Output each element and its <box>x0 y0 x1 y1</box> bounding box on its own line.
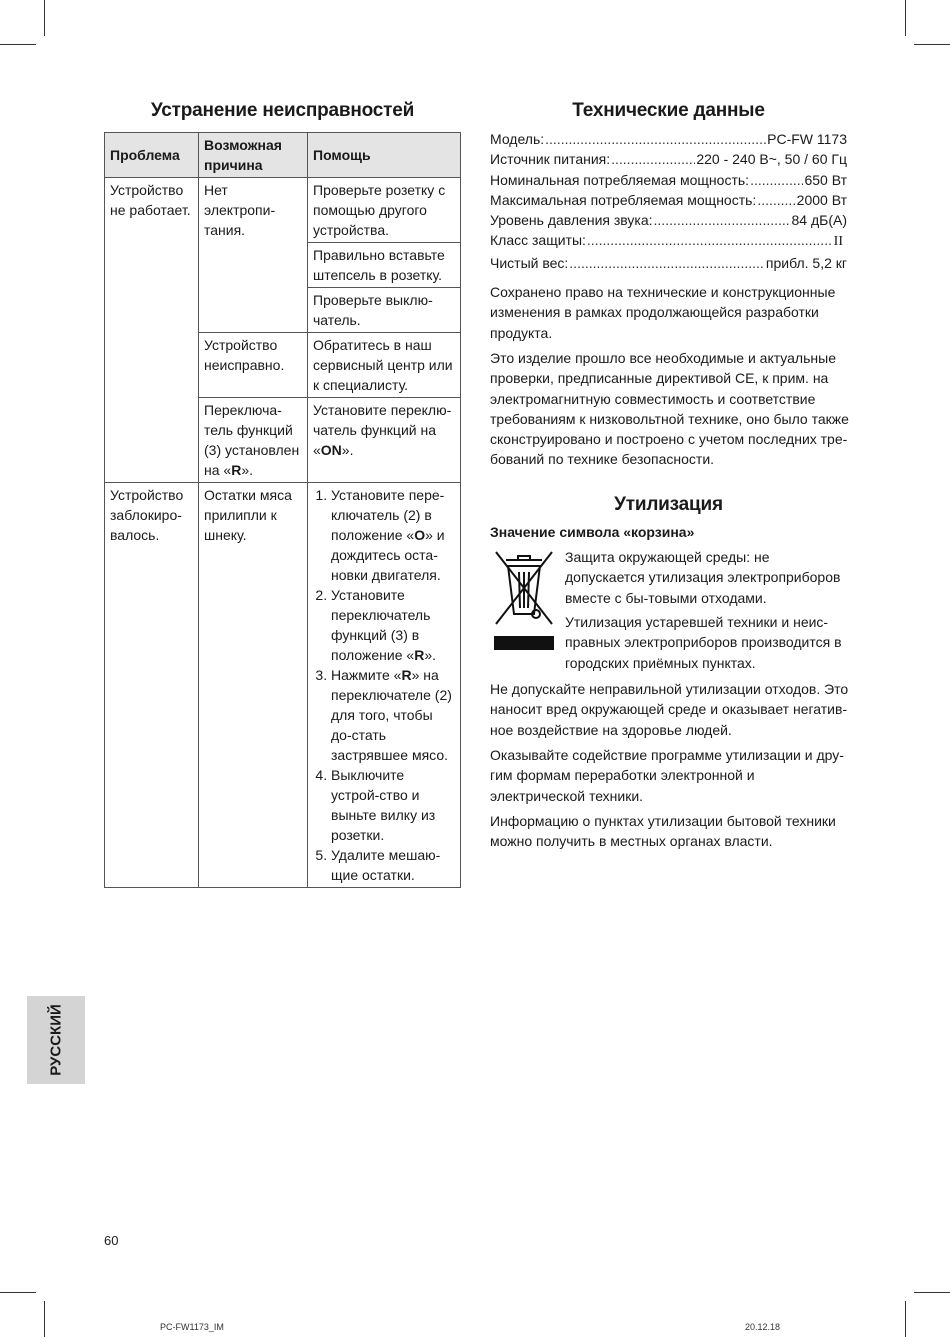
list-item: 3. Нажмите «R» на переключателе (2) для того, чтобы до-стать застрявшее мясо. <box>331 665 455 765</box>
disposal-paragraph: Защита окружающей среды: не допускается утилизация электроприборов вместе с бы-товыми отходами. <box>565 549 841 606</box>
crop-mark <box>44 0 45 36</box>
spec-list <box>490 129 847 273</box>
spec-row: Чистый вес: ..... прибл. 5,2 кг <box>490 253 847 273</box>
language-tab <box>27 996 85 1084</box>
list-item: 4. Выключите устрой-ство и выньте вилку из розетки. <box>331 765 455 845</box>
problem-cell: Устройство не работает. <box>105 178 199 483</box>
tech-title: Технические данные <box>572 100 765 121</box>
troubleshooting-table <box>104 132 461 888</box>
spec-row: Уровень давления звука: ..... 84 дБ(А) <box>490 210 847 230</box>
list-item: 1. Установите пере-ключатель (2) в положение «O» и дождитесь оста-новки двигателя. <box>331 485 455 585</box>
crop-mark <box>0 1292 36 1293</box>
help-cell <box>308 483 461 888</box>
help-cell: Обратитесь в наш сервисный центр или к специалисту. <box>308 333 461 398</box>
crop-mark <box>0 44 36 45</box>
help-cell: Проверьте розетку с помощью другого устройства. <box>308 178 461 243</box>
crop-mark <box>914 1292 950 1293</box>
spec-row: Класс защиты: ..... II <box>490 230 847 252</box>
disposal-subtitle: Значение символа «корзина» <box>490 524 695 540</box>
troubleshooting-title: Устранение неисправностей <box>150 100 415 121</box>
spec-row: Источник питания: ..... 220 - 240 В~, 50 / 60 Гц <box>490 149 847 169</box>
disposal-title: Утилизация <box>614 494 723 515</box>
disposal-paragraph: Информацию о пунктах утилизации бытовой техники можно получить в местных органах власти. <box>490 813 836 850</box>
header-problem: Проблема <box>105 133 199 178</box>
list-item: 5. Удалите мешаю-щие остатки. <box>331 845 455 885</box>
disposal-paragraph: Не допускайте неправильной утилизации отходов. Это наносит вред окружающей среде и оказывает негатив-ное воздействие на здоровье людей. <box>490 681 849 738</box>
crop-mark <box>914 44 950 45</box>
crop-mark <box>905 0 906 36</box>
footer-right: 20.12.18 <box>745 1322 781 1332</box>
tech-note: Сохранено право на технические и конструкционные изменения в рамках продолжающейся разработки продукта. <box>490 284 836 341</box>
cause-cell: Устройство неисправно. <box>199 333 308 398</box>
cause-cell: Переключа-тель функций (3) установлен на «R». <box>199 398 308 483</box>
header-help: Помощь <box>308 133 461 178</box>
crossed-out-wheelie-bin-icon <box>492 548 556 652</box>
spec-row: Максимальная потребляемая мощность: ..... 2000 Вт <box>490 190 847 210</box>
help-cell: Проверьте выклю-чатель. <box>308 288 461 333</box>
cause-cell: Остатки мяса прилипли к шнеку. <box>199 483 308 888</box>
ce-note: Это изделие прошло все необходимые и актуальные проверки, предписанные директивой CE, к прим. на электромагнитную совместимость и соответствие требованиям к низковольтной технике, оно было также сконструировано и построено с учетом последних тре-бований по технике безопасности. <box>490 350 849 468</box>
spec-row: Модель: ..... PC-FW 1173 <box>490 129 847 149</box>
list-item: 2. Установите переключатель функций (3) в положение «R». <box>331 585 455 665</box>
crop-mark <box>905 1301 906 1337</box>
disposal-paragraph: Оказывайте содействие программе утилизации и дру-гим формам переработки электронной и электрической техники. <box>490 747 844 804</box>
language-tab-label: РУССКИЙ <box>47 1004 65 1076</box>
problem-cell: Устройство заблокиро-валось. <box>105 483 199 888</box>
help-cell: Установите переклю-чатель функций на «ON». <box>308 398 461 483</box>
crop-mark <box>44 1301 45 1337</box>
cause-cell: Нет электропи-тания. <box>199 178 308 333</box>
help-cell: Правильно вставьте штепсель в розетку. <box>308 243 461 288</box>
page-number: 60 <box>104 1233 119 1248</box>
disposal-paragraph: Утилизация устаревшей техники и неис-правных электроприборов производится в городских приёмных пунктах. <box>565 614 842 671</box>
footer-left: PC-FW1173_IM <box>160 1322 224 1332</box>
header-cause: Возможная причина <box>199 133 308 178</box>
steps-list <box>313 485 455 885</box>
spec-row: Номинальная потребляемая мощность: ..... 650 Вт <box>490 170 847 190</box>
